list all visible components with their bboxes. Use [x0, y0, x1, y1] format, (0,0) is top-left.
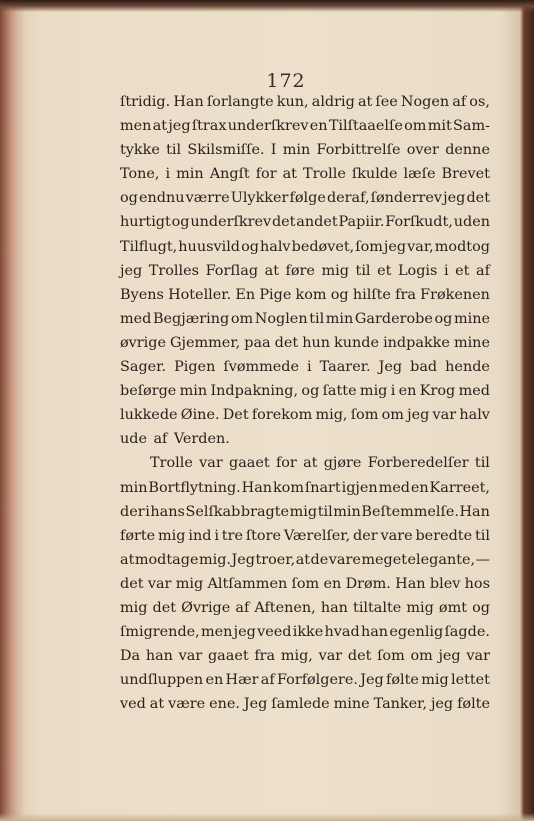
text-word: det	[347, 648, 372, 665]
text-word: at	[264, 262, 279, 279]
text-word: ſønderrev	[370, 190, 443, 207]
text-word: andet	[296, 214, 338, 231]
text-word: ſmigrende,	[120, 624, 200, 641]
text-word: kunde	[334, 334, 380, 351]
text-word: ſorlangte	[206, 94, 274, 110]
text-word: Byens	[120, 286, 164, 303]
text-word: med	[120, 310, 152, 327]
text-word: til	[474, 527, 490, 544]
text-word: Garderobe	[354, 310, 433, 327]
text-word: Jeg	[360, 672, 384, 689]
text-word: være	[168, 696, 206, 713]
text-word: gaaet	[207, 648, 249, 665]
text-word: førte	[120, 527, 156, 544]
text-word: Noglen	[254, 310, 308, 327]
text-word: Forberedelſer	[367, 455, 469, 472]
text-word: for	[275, 455, 297, 472]
text-line	[120, 572, 490, 596]
text-word: jeg	[407, 407, 430, 424]
text-word: der	[353, 527, 378, 544]
text-word: Ulykker	[230, 190, 289, 207]
text-word: Krog	[419, 383, 456, 400]
text-word: mig,	[280, 648, 313, 665]
text-word: Forbittrelſe	[316, 142, 401, 159]
text-word: troer,	[255, 551, 296, 568]
text-word: Han	[241, 479, 273, 496]
text-word: mit	[427, 118, 452, 135]
text-word: til	[355, 262, 371, 279]
text-line	[120, 307, 490, 331]
text-word: mine	[453, 334, 490, 351]
text-word: halv	[459, 407, 490, 424]
text-word: i	[307, 359, 312, 376]
text-word: Jeg	[378, 359, 403, 376]
text-word: mig	[406, 599, 434, 616]
text-line	[120, 692, 490, 716]
text-word: hans	[150, 503, 185, 520]
text-word: Indpakning,	[210, 383, 299, 400]
text-word: Begjæring	[152, 310, 230, 327]
text-word: i	[390, 383, 396, 400]
text-word: til	[317, 503, 333, 520]
text-word: om	[404, 118, 427, 135]
text-word: Logis	[397, 262, 438, 279]
text-word: Øvrige	[181, 599, 231, 616]
text-word: jeg	[383, 238, 407, 255]
text-word: underſkrev	[227, 118, 309, 135]
text-line	[120, 186, 490, 210]
text-word: denne	[445, 142, 490, 159]
text-word: ſom	[377, 648, 405, 665]
text-line	[120, 162, 490, 186]
text-word: om	[410, 648, 433, 665]
text-word: I	[270, 142, 277, 159]
text-word: jeg	[233, 624, 256, 641]
text-word: ene.	[209, 696, 240, 713]
text-word: der	[120, 503, 145, 520]
text-word: Pige	[259, 286, 292, 303]
text-word: ſom	[291, 575, 320, 592]
text-word: blev	[429, 575, 461, 592]
text-word: af	[452, 94, 467, 110]
text-word: Forſkudt,	[385, 214, 453, 231]
text-word: halv	[259, 238, 291, 255]
text-word: var	[318, 648, 343, 665]
text-word: det	[466, 190, 490, 207]
text-word: gaaet	[229, 455, 270, 472]
text-word: Papiir.	[338, 214, 385, 231]
text-word: bedøvet,	[291, 238, 355, 255]
text-line	[120, 524, 490, 548]
text-word: Han	[395, 575, 426, 592]
text-word: Trolles	[148, 262, 200, 279]
text-word: gjøre	[323, 455, 362, 472]
text-word: en	[323, 575, 342, 592]
text-word: af	[153, 431, 168, 448]
text-word: det	[120, 575, 144, 592]
text-word: ſnart	[304, 479, 341, 496]
text-word: Taarer.	[319, 359, 371, 376]
text-word: jeg	[430, 696, 454, 713]
text-word: i	[145, 503, 150, 520]
text-word: kom	[295, 286, 327, 303]
text-word: og	[120, 190, 138, 207]
text-word: et	[455, 262, 470, 279]
text-word: men	[201, 624, 233, 641]
text-word: Trolle	[150, 455, 193, 472]
text-word: han	[145, 648, 173, 665]
text-word: følte	[386, 672, 419, 689]
text-line	[120, 331, 490, 355]
text-line	[120, 500, 490, 524]
text-word: igjen	[341, 479, 378, 496]
text-word: jeg	[168, 118, 191, 135]
text-word: min	[282, 142, 311, 159]
text-word: ſtrax	[191, 118, 227, 135]
text-word: Selſkab	[185, 503, 241, 520]
text-word: mig	[120, 599, 148, 616]
text-word: uden	[453, 214, 490, 231]
text-word: —	[475, 551, 490, 568]
text-word: bragte	[240, 503, 290, 520]
text-word: min	[176, 166, 204, 183]
text-word: øvrige	[120, 334, 167, 351]
text-line	[120, 379, 490, 403]
text-word: af	[235, 599, 250, 616]
text-word: lukkede	[120, 407, 178, 424]
text-word: en	[410, 479, 429, 496]
text-word: min	[325, 310, 354, 327]
text-word: Tanker,	[373, 696, 428, 713]
text-word: ſkulde	[351, 166, 398, 183]
text-word: ſom	[350, 407, 379, 424]
text-word: elegante,	[407, 551, 476, 568]
text-word: om	[381, 407, 404, 424]
text-word: Pigen	[174, 359, 216, 376]
text-word: en	[309, 118, 328, 135]
text-word: og	[472, 599, 490, 616]
text-line	[120, 451, 490, 475]
text-word: ſtore	[245, 527, 281, 544]
text-line	[120, 644, 490, 668]
text-line	[120, 476, 490, 500]
text-word: og	[330, 286, 349, 303]
text-line	[120, 596, 490, 620]
text-line	[120, 427, 490, 451]
text-word: mig,	[315, 407, 348, 424]
text-word: var,	[407, 238, 434, 255]
text-word: tre	[221, 527, 243, 544]
text-word: En	[235, 286, 256, 303]
text-word: om	[230, 310, 254, 327]
text-word: jeg	[438, 648, 461, 665]
text-word: hvad	[324, 624, 360, 641]
text-word: læſe	[403, 166, 436, 183]
page-bottom-edge	[0, 813, 534, 821]
text-word: værre	[185, 190, 230, 207]
text-word: Brevet	[441, 166, 490, 183]
text-word: min	[333, 503, 361, 520]
text-word: beſørge	[120, 383, 177, 400]
text-word: Trolle	[302, 166, 346, 183]
text-word: Hær	[225, 672, 259, 689]
text-word: undſluppen	[120, 672, 204, 689]
text-word: at	[357, 94, 373, 110]
text-word: endnu	[139, 190, 185, 207]
text-line	[120, 235, 490, 259]
text-word: Jeg	[231, 551, 255, 568]
text-word: modtage	[134, 551, 199, 568]
text-word: Drøm.	[345, 575, 391, 592]
text-word: følte	[457, 696, 490, 713]
text-word: det	[271, 214, 296, 231]
text-word: forekom	[251, 407, 313, 424]
text-word: Tilſtaaelſe	[328, 118, 403, 135]
text-word: mig	[289, 503, 318, 520]
text-line	[120, 138, 490, 162]
text-word: at	[303, 455, 318, 472]
text-word: mine	[333, 696, 370, 713]
text-line	[120, 403, 490, 427]
text-word: mig	[158, 527, 186, 544]
text-word: Det	[222, 407, 249, 424]
text-word: meget	[361, 551, 408, 568]
text-line	[120, 90, 490, 114]
text-word: i	[165, 166, 171, 183]
text-line	[120, 548, 490, 572]
text-word: Verden.	[173, 431, 230, 448]
text-word: Forſlag	[205, 262, 259, 279]
text-word: mig	[175, 575, 204, 592]
text-word: hos	[464, 575, 490, 592]
text-word: var	[199, 455, 223, 472]
text-word: jeg	[443, 190, 466, 207]
text-word: Han	[459, 503, 490, 520]
text-word: paa	[244, 334, 271, 351]
text-word: kom	[272, 479, 304, 496]
text-word: og	[434, 310, 453, 327]
text-word: og	[241, 238, 259, 255]
text-word: Han	[173, 94, 204, 110]
text-word: hilſte	[352, 286, 391, 303]
text-line	[120, 114, 490, 138]
text-word: mine	[453, 310, 490, 327]
text-line	[120, 283, 490, 307]
text-word: med	[458, 383, 490, 400]
text-word: at	[120, 551, 135, 568]
text-word: fra	[395, 286, 416, 303]
text-word: Sam-	[453, 118, 490, 135]
text-word: tykke	[120, 142, 160, 159]
text-word: Forfølgere.	[276, 672, 358, 689]
text-word: Tilflugt,	[120, 238, 178, 255]
text-word: men	[120, 118, 152, 135]
text-word: Gjemmer,	[170, 334, 241, 351]
text-word: Da	[120, 648, 141, 665]
text-word: Tone,	[120, 166, 160, 183]
text-word: beredte	[415, 527, 473, 544]
text-word: mig	[359, 383, 388, 400]
text-word: Jeg	[243, 696, 268, 713]
text-word: over	[406, 142, 439, 159]
text-word: var	[178, 648, 203, 665]
text-word: Frøkenen	[420, 286, 490, 303]
text-word: i	[214, 527, 219, 544]
text-word: ſamlede	[271, 696, 330, 713]
text-word: Nogen	[400, 94, 450, 110]
text-word: for	[255, 166, 277, 183]
text-word: mig	[421, 672, 449, 689]
text-word: han	[360, 624, 389, 641]
text-word: af	[476, 262, 490, 279]
text-word: de	[310, 551, 329, 568]
text-word: mig	[321, 262, 349, 279]
text-word: deraf,	[326, 190, 370, 207]
text-word: han	[320, 599, 348, 616]
text-word: et	[377, 262, 392, 279]
text-word: Øine.	[180, 407, 220, 424]
text-word: kun,	[276, 94, 309, 110]
text-word: ømt	[438, 599, 468, 616]
text-word: ſvømmede	[223, 359, 300, 376]
text-word: det	[274, 334, 299, 351]
page-body-text	[120, 90, 490, 716]
text-line	[120, 259, 490, 283]
text-word: til	[166, 142, 182, 159]
text-word: indpakke	[383, 334, 450, 351]
text-word: til	[474, 455, 490, 472]
text-word: mig.	[198, 551, 232, 568]
text-word: bad	[410, 359, 438, 376]
text-word: var	[432, 407, 457, 424]
text-word: føre	[285, 262, 315, 279]
page-top-edge	[0, 0, 534, 12]
text-word: vare	[328, 551, 361, 568]
text-word: veed	[257, 624, 292, 641]
text-word: hun	[302, 334, 330, 351]
text-word: med	[378, 479, 410, 496]
text-word: Angſt	[209, 166, 250, 183]
text-line	[120, 668, 490, 692]
text-line	[120, 620, 490, 644]
text-word: min	[120, 479, 148, 496]
text-word: ſatte	[322, 383, 357, 400]
text-word: Hoteller.	[168, 286, 232, 303]
text-word: hurtigt	[120, 214, 171, 231]
text-word: af	[260, 672, 275, 689]
text-word: ſagde.	[444, 624, 490, 641]
text-word: tiltalte	[353, 599, 402, 616]
text-word: fra	[254, 648, 276, 665]
text-word: Skilsmiſſe.	[187, 142, 265, 159]
text-word: at	[152, 118, 168, 135]
text-word: ind	[188, 527, 212, 544]
page-number: 172	[266, 70, 306, 92]
text-word: Karreet,	[429, 479, 490, 496]
text-word: var	[147, 575, 172, 592]
text-word: Bortflytning.	[148, 479, 241, 496]
text-word: Aftenen,	[254, 599, 316, 616]
text-word: os,	[469, 94, 490, 110]
text-word: huusvild	[178, 238, 241, 255]
text-word: modtog	[434, 238, 490, 255]
text-word: ikke	[292, 624, 324, 641]
text-word: egenlig	[389, 624, 444, 641]
text-word: at	[295, 551, 311, 568]
text-word: underſkrev	[190, 214, 272, 231]
text-word: Beſtemmelſe.	[361, 503, 459, 520]
text-word: i	[443, 262, 449, 279]
text-word: ſee	[375, 94, 398, 110]
text-word: til	[309, 310, 325, 327]
text-word: en	[205, 672, 224, 689]
text-word: jeg	[120, 262, 143, 279]
text-word: og	[171, 214, 190, 231]
text-word: en	[398, 383, 417, 400]
text-line	[120, 355, 490, 379]
text-word: hende	[445, 359, 490, 376]
text-word: vare	[380, 527, 413, 544]
text-line	[120, 210, 490, 234]
text-word: ude	[120, 431, 147, 448]
text-word: ſom	[355, 238, 383, 255]
text-word: og	[301, 383, 320, 400]
text-word: det	[152, 599, 177, 616]
text-word: Sager.	[120, 359, 167, 376]
text-word: ved	[120, 696, 146, 713]
text-word: følge	[289, 190, 326, 207]
text-word: at	[149, 696, 165, 713]
text-word: ſtridig.	[120, 94, 171, 110]
text-word: lettet	[450, 672, 490, 689]
text-word: Altſammen	[207, 575, 288, 592]
text-word: Værelſer,	[283, 527, 351, 544]
text-word: var	[466, 648, 490, 665]
text-word: at	[282, 166, 297, 183]
text-word: min	[179, 383, 208, 400]
text-word: aldrig	[311, 94, 355, 110]
